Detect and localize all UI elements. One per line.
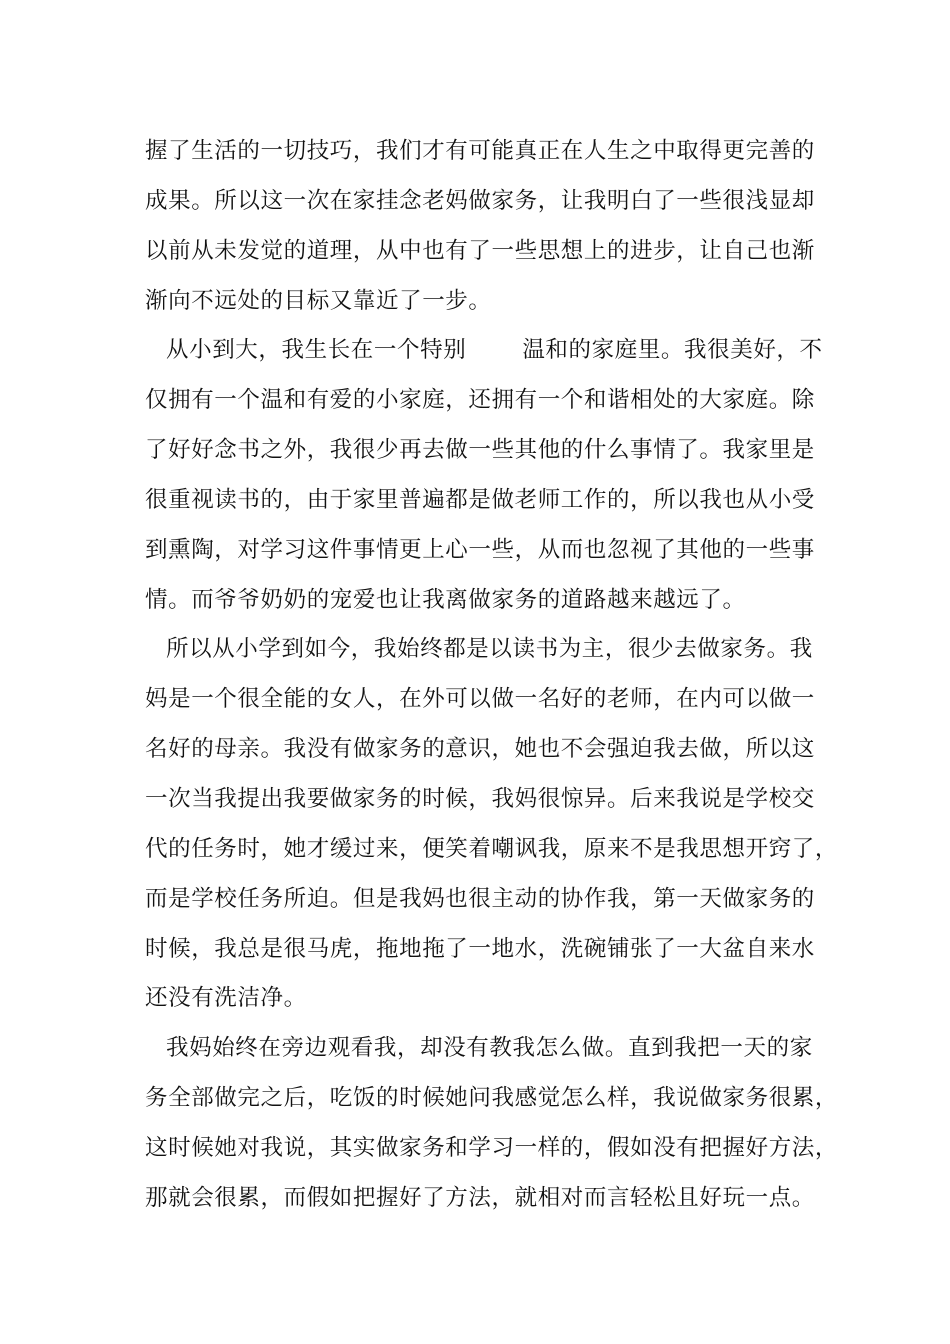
text-line: 名好的母亲。我没有做家务的意识，她也不会强迫我去做，所以这 (145, 736, 815, 762)
text-line: 很重视读书的，由于家里普遍都是做老师工作的，所以我也从小受 (145, 487, 815, 513)
text-line: 以前从未发觉的道理，从中也有了一些思想上的进步，让自己也渐 (145, 238, 815, 264)
text-line: 仅拥有一个温和有爱的小家庭，还拥有一个和谐相处的大家庭。除 (145, 387, 815, 413)
text-line: 还没有洗洁净。 (145, 985, 307, 1011)
text-line: 成果。所以这一次在家挂念老妈做家务，让我明白了一些很浅显却 (145, 188, 815, 214)
text-line: 我妈始终在旁边观看我，却没有教我怎么做。直到我把一天的家 (166, 1035, 813, 1061)
text-line: 情。而爷爷奶奶的宠爱也让我离做家务的道路越来越远了。 (145, 587, 746, 613)
text-line: 一次当我提出我要做家务的时候，我妈很惊异。后来我说是学校交 (145, 786, 815, 812)
text-line: 妈是一个很全能的女人，在外可以做一名好的老师，在内可以做一 (145, 686, 815, 712)
text-segment: 温和的家庭里。我很美好，不 (522, 337, 823, 363)
text-line: 而是学校任务所迫。但是我妈也很主动的协作我，第一天做家务的 (145, 886, 815, 912)
text-line: 到熏陶，对学习这件事情更上心一些，从而也忽视了其他的一些事 (145, 537, 815, 563)
text-line: 时候，我总是很马虎，拖地拖了一地水，洗碗铺张了一大盆自来水 (145, 936, 815, 962)
text-line: 握了生活的一切技巧，我们才有可能真正在人生之中取得更完善的 (145, 138, 815, 164)
text-line: 这时候她对我说，其实做家务和学习一样的，假如没有把握好方法， (145, 1135, 839, 1161)
text-line (166, 330, 846, 370)
text-segment: 从小到大，我生长在一个特别 (166, 337, 467, 363)
text-line: 务全部做完之后，吃饭的时候她问我感觉怎么样，我说做家务很累， (145, 1085, 839, 1111)
text-line: 那就会很累，而假如把握好了方法，就相对而言轻松且好玩一点。 (145, 1185, 815, 1211)
text-line: 所以从小学到如今，我始终都是以读书为主，很少去做家务。我 (166, 636, 813, 662)
text-line: 代的任务时，她才缓过来，便笑着嘲讽我，原来不是我思想开窍了， (145, 836, 839, 862)
text-line: 了好好念书之外，我很少再去做一些其他的什么事情了。我家里是 (145, 437, 815, 463)
text-line: 渐向不远处的目标又靠近了一步。 (145, 288, 492, 314)
